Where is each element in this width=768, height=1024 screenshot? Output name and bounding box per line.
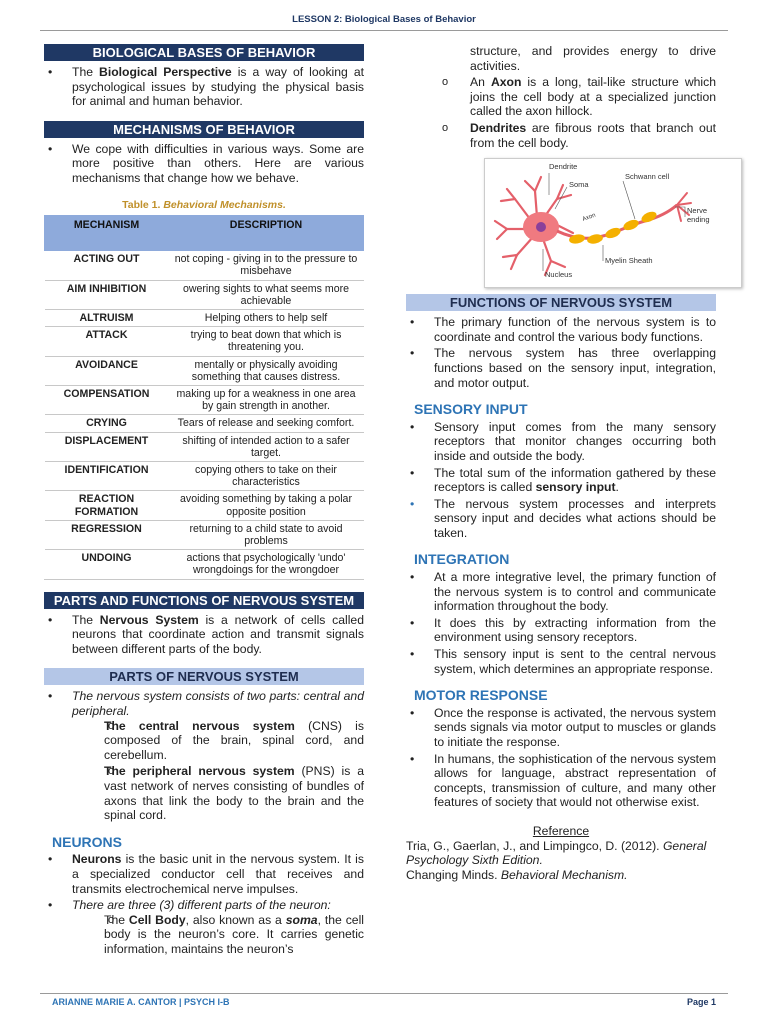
label-dendrite: Dendrite (549, 162, 578, 172)
description-cell: not coping - giving in to the pressure to misbehave (169, 251, 364, 280)
left-column (44, 44, 364, 959)
table-row (45, 491, 364, 520)
mechanism-cell: CRYING (45, 415, 169, 432)
axon-item (406, 75, 716, 119)
text: is a network of cells called neurons that coordinate action and transmit signals between different parts of the body. (72, 612, 364, 656)
label-nucleus: Nucleus (545, 270, 573, 280)
term-cell-body: Cell Body (128, 912, 186, 927)
column-header-mechanism: MECHANISM (45, 216, 169, 251)
table-row (45, 462, 364, 491)
mechanism-cell: UNDOING (45, 550, 169, 579)
text: The (72, 65, 100, 79)
cell-body-item (72, 913, 364, 957)
term-dendrites: Dendrites (470, 120, 527, 135)
label-myelin-sheath: Myelin Sheath (605, 256, 653, 266)
parts-paragraph (44, 689, 364, 822)
integration-item-3: • This sensory input is sent to the central nervous system, which determines an appropriate response. (406, 647, 716, 676)
sensory-item-2 (406, 466, 716, 495)
table-row (45, 309, 364, 326)
table-row (45, 520, 364, 549)
heading-mechanisms: MECHANISMS OF BEHAVIOR (44, 121, 364, 138)
text: , also known as a (185, 912, 286, 927)
label-schwann-cell: Schwann cell (625, 172, 670, 182)
table-caption (44, 198, 364, 213)
footer-author: ARIANNE MARIE A. CANTOR | PSYCH I-B (52, 997, 230, 1007)
table-row (45, 251, 364, 280)
text: Changing Minds. (406, 867, 501, 882)
label-soma: Soma (569, 180, 589, 190)
reference-1 (406, 839, 716, 868)
neuron-diagram (484, 158, 742, 288)
mechanism-cell: ACTING OUT (45, 251, 169, 280)
parts-sublist (72, 719, 364, 823)
neurons-paragraph (44, 852, 364, 896)
neuron-parts-paragraph (44, 898, 364, 956)
cell-body-continued (406, 44, 716, 73)
neuron-illustration (485, 159, 741, 287)
heading-motor-response: MOTOR RESPONSE (414, 687, 548, 704)
table-header-row (45, 216, 364, 251)
cns-item (72, 719, 364, 763)
description-cell: mentally or physically avoiding something that causes distress. (169, 356, 364, 385)
mechanism-cell: ALTRUISM (45, 309, 169, 326)
caption-label: Table 1. (122, 198, 164, 211)
description-cell: actions that psychologically 'undo' wrongdoings for the wrongdoer (169, 550, 364, 579)
right-column (406, 44, 716, 882)
neurons-list (44, 852, 364, 956)
heading-neurons: NEURONS (52, 833, 123, 850)
table-body (45, 251, 364, 579)
mech-paragraph: • We cope with difficulties in various ways. Some are more positive than others. Here are various mechanisms that change how we behave. (44, 142, 364, 186)
sensory-list (406, 420, 716, 541)
book-title: General Psychology Sixth Edition. (406, 838, 707, 868)
description-cell: making up for a weakness in one area by gain strength in another. (169, 385, 364, 414)
reference-2 (406, 868, 716, 883)
heading-functions: FUNCTIONS OF NERVOUS SYSTEM (406, 294, 716, 311)
mechanism-cell: AIM INHIBITION (45, 280, 169, 309)
mech-list (44, 142, 364, 186)
text: is a way of looking at psychological issues by studying the physical basis for animal and human behavior. (72, 65, 364, 109)
mechanism-cell: DISPLACEMENT (45, 432, 169, 461)
term-soma: soma (285, 912, 318, 927)
header-rule (40, 30, 728, 31)
text: (PNS) is a vast network of nerves consisting of bundles of axons that link the body to the brain and the spinal cord. (104, 764, 364, 823)
parts-list (44, 689, 364, 822)
term-sensory-input: sensory input (535, 480, 616, 495)
functions-item-1: • The primary function of the nervous system is to coordinate and control the various body functions. (406, 315, 716, 344)
functions-item-2: • The nervous system has three overlapping functions based on the sensory input, integration, and motor output. (406, 346, 716, 390)
term-neurons: Neurons (72, 852, 122, 867)
table-bottom-rule (44, 579, 364, 580)
text: structure, and provides energy to drive activities. (470, 44, 716, 73)
term-axon: Axon (490, 75, 522, 90)
dendrites-item (406, 121, 716, 150)
functions-list (406, 315, 716, 390)
heading-parts-of-nervous-system: PARTS OF NERVOUS SYSTEM (44, 668, 364, 685)
label-axon: Axon (581, 212, 597, 224)
mechanism-cell: IDENTIFICATION (45, 462, 169, 491)
term-nervous-system: Nervous System (99, 612, 199, 627)
motor-item-1: • Once the response is activated, the nervous system sends signals via motor output to muscles or glands to initiate the response. (406, 706, 716, 750)
heading-parts-and-functions: PARTS AND FUNCTIONS OF NERVOUS SYSTEM (44, 592, 364, 609)
label-ending: ending (687, 215, 710, 225)
text: is a long, tail-like structure which joins the cell body at a specialized junction called the axon hillock. (470, 75, 717, 119)
description-cell: avoiding something by taking a polar opposite position (169, 491, 364, 520)
term-biological-perspective: Biological Perspective (99, 65, 232, 79)
sensory-item-1: • Sensory input comes from the many sensory receptors that monitor changes occurring both inside and outside the body. (406, 420, 716, 464)
motor-item-2: • In humans, the sophistication of the nervous system allows for language, abstract representation of concepts, transmission of culture, and many other features of society that would not otherwise exist. (406, 752, 716, 810)
table-row (45, 327, 364, 356)
description-cell: shifting of intended action to a safer target. (169, 432, 364, 461)
text: is the basic unit in the nervous system. It is a specialized conductor cell that receives and transmits electrochemical nerve impulses. (72, 852, 364, 896)
description-cell: Tears of release and seeking comfort. (169, 415, 364, 432)
pf-paragraph (44, 613, 364, 657)
mechanism-cell: AVOIDANCE (45, 356, 169, 385)
motor-list (406, 706, 716, 810)
description-cell: owering sights to what seems more achievable (169, 280, 364, 309)
pns-item (72, 764, 364, 822)
text: are fibrous roots that branch out from the cell body. (470, 120, 716, 150)
description-cell: returning to a child state to avoid problems (169, 520, 364, 549)
term-pns: The peripheral nervous system (104, 764, 295, 779)
integration-item-1: • At a more integrative level, the primary function of the nervous system is to control and communicate information throughout the body. (406, 570, 716, 614)
mechanisms-table (44, 215, 364, 578)
mechanism-cell: ATTACK (45, 327, 169, 356)
table-row (45, 356, 364, 385)
term-cns: The central nervous system (104, 718, 295, 733)
description-cell: Helping others to help self (169, 309, 364, 326)
mechanism-cell: REACTION FORMATION (45, 491, 169, 520)
table-row (45, 415, 364, 432)
description-cell: trying to beat down that which is threatening you. (169, 327, 364, 356)
integration-item-2: • It does this by extracting information from the environment using sensory receptors. (406, 616, 716, 645)
integration-list (406, 570, 716, 676)
mechanism-cell: COMPENSATION (45, 385, 169, 414)
text: The (72, 612, 100, 627)
text: The total sum of the information gathered by these receptors is called (434, 465, 716, 495)
text: Tria, G., Gaerlan, J., and Limpingco, D. (2012). (406, 838, 663, 853)
column-header-description: DESCRIPTION (169, 216, 364, 251)
reference-title: Reference (532, 823, 590, 838)
sensory-item-3: • The nervous system processes and interprets sensory input and decides what actions should be taken. (406, 497, 716, 541)
bio-list (44, 65, 364, 109)
text: The nervous system consists of two parts: central and peripheral. (72, 689, 364, 718)
text: An (470, 75, 491, 90)
text: There are three (3) different parts of the neuron: (72, 898, 331, 913)
heading-sensory-input: SENSORY INPUT (414, 401, 528, 418)
pf-list (44, 613, 364, 657)
table-row (45, 550, 364, 579)
table-row (45, 432, 364, 461)
label-nerve: Nerve (687, 206, 708, 216)
mechanism-cell: REGRESSION (45, 520, 169, 549)
text: The (104, 912, 129, 927)
heading-integration: INTEGRATION (414, 551, 510, 568)
neuron-parts-sublist (72, 913, 364, 957)
page-header: LESSON 2: Biological Bases of Behavior (292, 14, 476, 25)
bio-paragraph (44, 65, 364, 109)
text: (CNS) is composed of the brain, spinal cord, and cerebellum. (104, 718, 364, 762)
article-title: Behavioral Mechanism. (500, 867, 628, 882)
heading-biological-bases: BIOLOGICAL BASES OF BEHAVIOR (44, 44, 364, 61)
caption-title: Behavioral Mechanisms. (163, 198, 286, 211)
footer-rule (40, 993, 728, 994)
table-row (45, 385, 364, 414)
description-cell: copying others to take on their characteristics (169, 462, 364, 491)
text: , the cell body is the neuron’s core. It carries genetic information, maintains the neuron’s (104, 912, 364, 956)
table-row (45, 280, 364, 309)
page-number: Page 1 (686, 997, 716, 1007)
text: . (615, 480, 619, 495)
neuron-parts-continued (406, 44, 716, 150)
